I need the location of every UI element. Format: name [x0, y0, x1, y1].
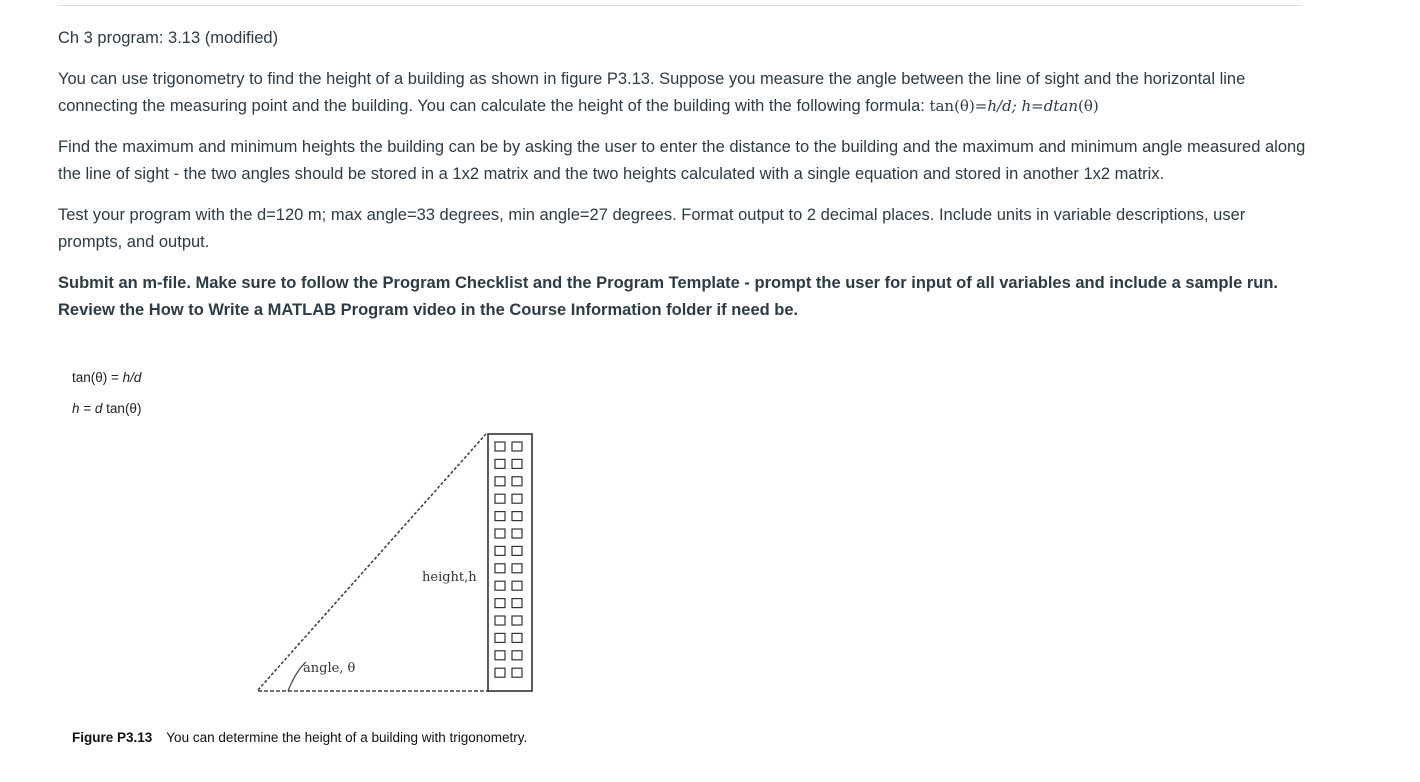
- intro-paragraph: [58, 66, 1308, 120]
- building-window: [495, 546, 505, 555]
- building-window: [495, 529, 505, 538]
- building-window: [495, 442, 505, 451]
- test-paragraph: Test your program with the d=120 m; max angle=33 degrees, min angle=27 degrees. Format output to 2 decimal places. Include units in variable descriptions, user prompts, and output.: [58, 206, 1246, 251]
- building-window: [512, 599, 522, 608]
- assignment-title: Ch 3 program: 3.13 (modified): [58, 29, 279, 47]
- formula-1-left: tan(θ) =: [72, 370, 123, 385]
- angle-label: angle, θ: [303, 661, 356, 676]
- figure-number: Figure P3.13: [72, 730, 153, 745]
- building-window: [495, 581, 505, 590]
- building-window: [495, 668, 505, 677]
- building-window: [495, 616, 505, 625]
- building-window: [495, 494, 505, 503]
- building-window: [512, 477, 522, 486]
- building-window: [495, 477, 505, 486]
- submit-paragraph: Submit an m-file. Make sure to follow the Program Checklist and the Program Template - prompt the user for input of all variables and include a sample run. Review the How to Write a MATLAB Program video in the Course Information folder if need be.: [58, 274, 1279, 319]
- building-window: [512, 546, 522, 555]
- building-window: [512, 494, 522, 503]
- building-window: [512, 581, 522, 590]
- top-divider: [58, 5, 1302, 6]
- formula-tan: tan(θ)=: [929, 97, 988, 115]
- building-figure: [250, 425, 550, 705]
- building-window: [495, 651, 505, 660]
- building-window: [512, 651, 522, 660]
- building-window: [495, 633, 505, 642]
- building-window: [512, 616, 522, 625]
- building-window: [495, 512, 505, 521]
- formula-end: (θ): [1077, 97, 1099, 115]
- figure-caption: [72, 730, 527, 745]
- formula-italic: h/d; h=dtan: [987, 97, 1078, 115]
- formula-2-eq: =: [79, 401, 95, 416]
- building-window: [512, 564, 522, 573]
- assignment-content: [58, 26, 1308, 338]
- formula-2-h: h: [72, 401, 80, 416]
- intro-text: You can use trigonometry to find the height of a building as shown in figure P3.13. Suppose you measure the angle between the line of sight and the horizontal line connecting the measuring point and the building. You can calculate the height of the building with the following formula:: [58, 70, 1246, 115]
- formula-1-right: h/d: [122, 370, 142, 385]
- formula-2-right: tan(θ): [102, 401, 142, 416]
- building-window: [512, 512, 522, 521]
- line-of-sight: [258, 434, 486, 690]
- building-window: [512, 668, 522, 677]
- task-paragraph: Find the maximum and minimum heights the building can be by asking the user to enter the distance to the building and the maximum and minimum angle measured along the line of sight - the two angles should be stored in a 1x2 matrix and the two heights calculated with a single equation and stored in another 1x2 matrix.: [58, 138, 1306, 183]
- caption-text: You can determine the height of a building with trigonometry.: [166, 730, 528, 745]
- building-window: [495, 459, 505, 468]
- building-window: [512, 633, 522, 642]
- formula-2-d: d: [94, 401, 103, 416]
- building-window: [495, 564, 505, 573]
- building-window: [512, 459, 522, 468]
- building-window: [495, 599, 505, 608]
- formula-line-1: [72, 370, 141, 385]
- building-window: [512, 529, 522, 538]
- building-window: [512, 442, 522, 451]
- height-label: height,h: [422, 570, 477, 585]
- formula-line-2: [72, 401, 141, 416]
